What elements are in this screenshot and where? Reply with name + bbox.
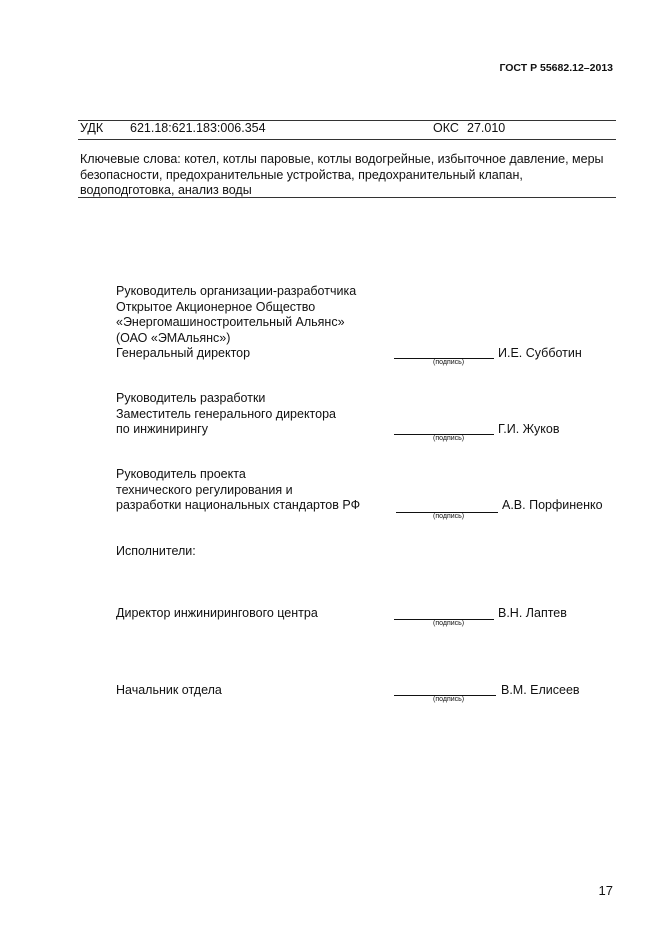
block-line: по инжинирингу (116, 422, 208, 437)
udk-label: УДК (80, 121, 104, 135)
udk-rule (78, 139, 616, 140)
keywords-rule (78, 197, 616, 198)
keywords-paragraph: Ключевые слова: котел, котлы паровые, котлы водогрейные, избыточное давление, меры безопасности, предохранительные устройства, предохранительный клапан, водоподготовка, анализ воды (80, 152, 604, 197)
block-line: Открытое Акционерное Общество (116, 299, 316, 314)
oks-value: 27.010 (467, 121, 506, 135)
signer-name: Г.И. Жуков (498, 422, 560, 436)
signature-caption: (подпись) (433, 696, 465, 703)
signer-name: А.В. Порфиненко (502, 498, 603, 512)
block-line: Руководитель организации-разработчика (116, 284, 357, 298)
block-line: Начальник отдела (116, 683, 222, 697)
page-number: 17 (598, 883, 613, 898)
signer-name: И.Е. Субботин (498, 346, 582, 360)
block-line: Заместитель генерального директора (116, 406, 337, 421)
signature-caption: (подпись) (433, 620, 465, 627)
signature-caption: (подпись) (433, 359, 465, 366)
block-line: (ОАО «ЭМАльянс») (116, 330, 231, 345)
block-line: Директор инжинирингового центра (116, 606, 318, 620)
block-line: разработки национальных стандартов РФ (116, 498, 361, 513)
block-line: технического регулирования и (116, 482, 293, 497)
block-line: Руководитель разработки (116, 391, 266, 405)
udk-value: 621.18:621.183:006.354 (130, 121, 266, 135)
signature-caption: (подпись) (433, 513, 465, 520)
block-line: Генеральный директор (116, 346, 251, 361)
standard-code: ГОСТ Р 55682.12–2013 (499, 62, 613, 74)
signer-name: В.М. Елисеев (501, 683, 580, 697)
block-line: «Энергомашиностроительный Альянс» (116, 315, 345, 330)
oks-label: ОКС (433, 121, 459, 135)
signature-caption: (подпись) (433, 435, 465, 442)
signer-name: В.Н. Лаптев (498, 606, 567, 620)
executors-label: Исполнители: (116, 544, 196, 558)
block-line: Руководитель проекта (116, 467, 246, 481)
